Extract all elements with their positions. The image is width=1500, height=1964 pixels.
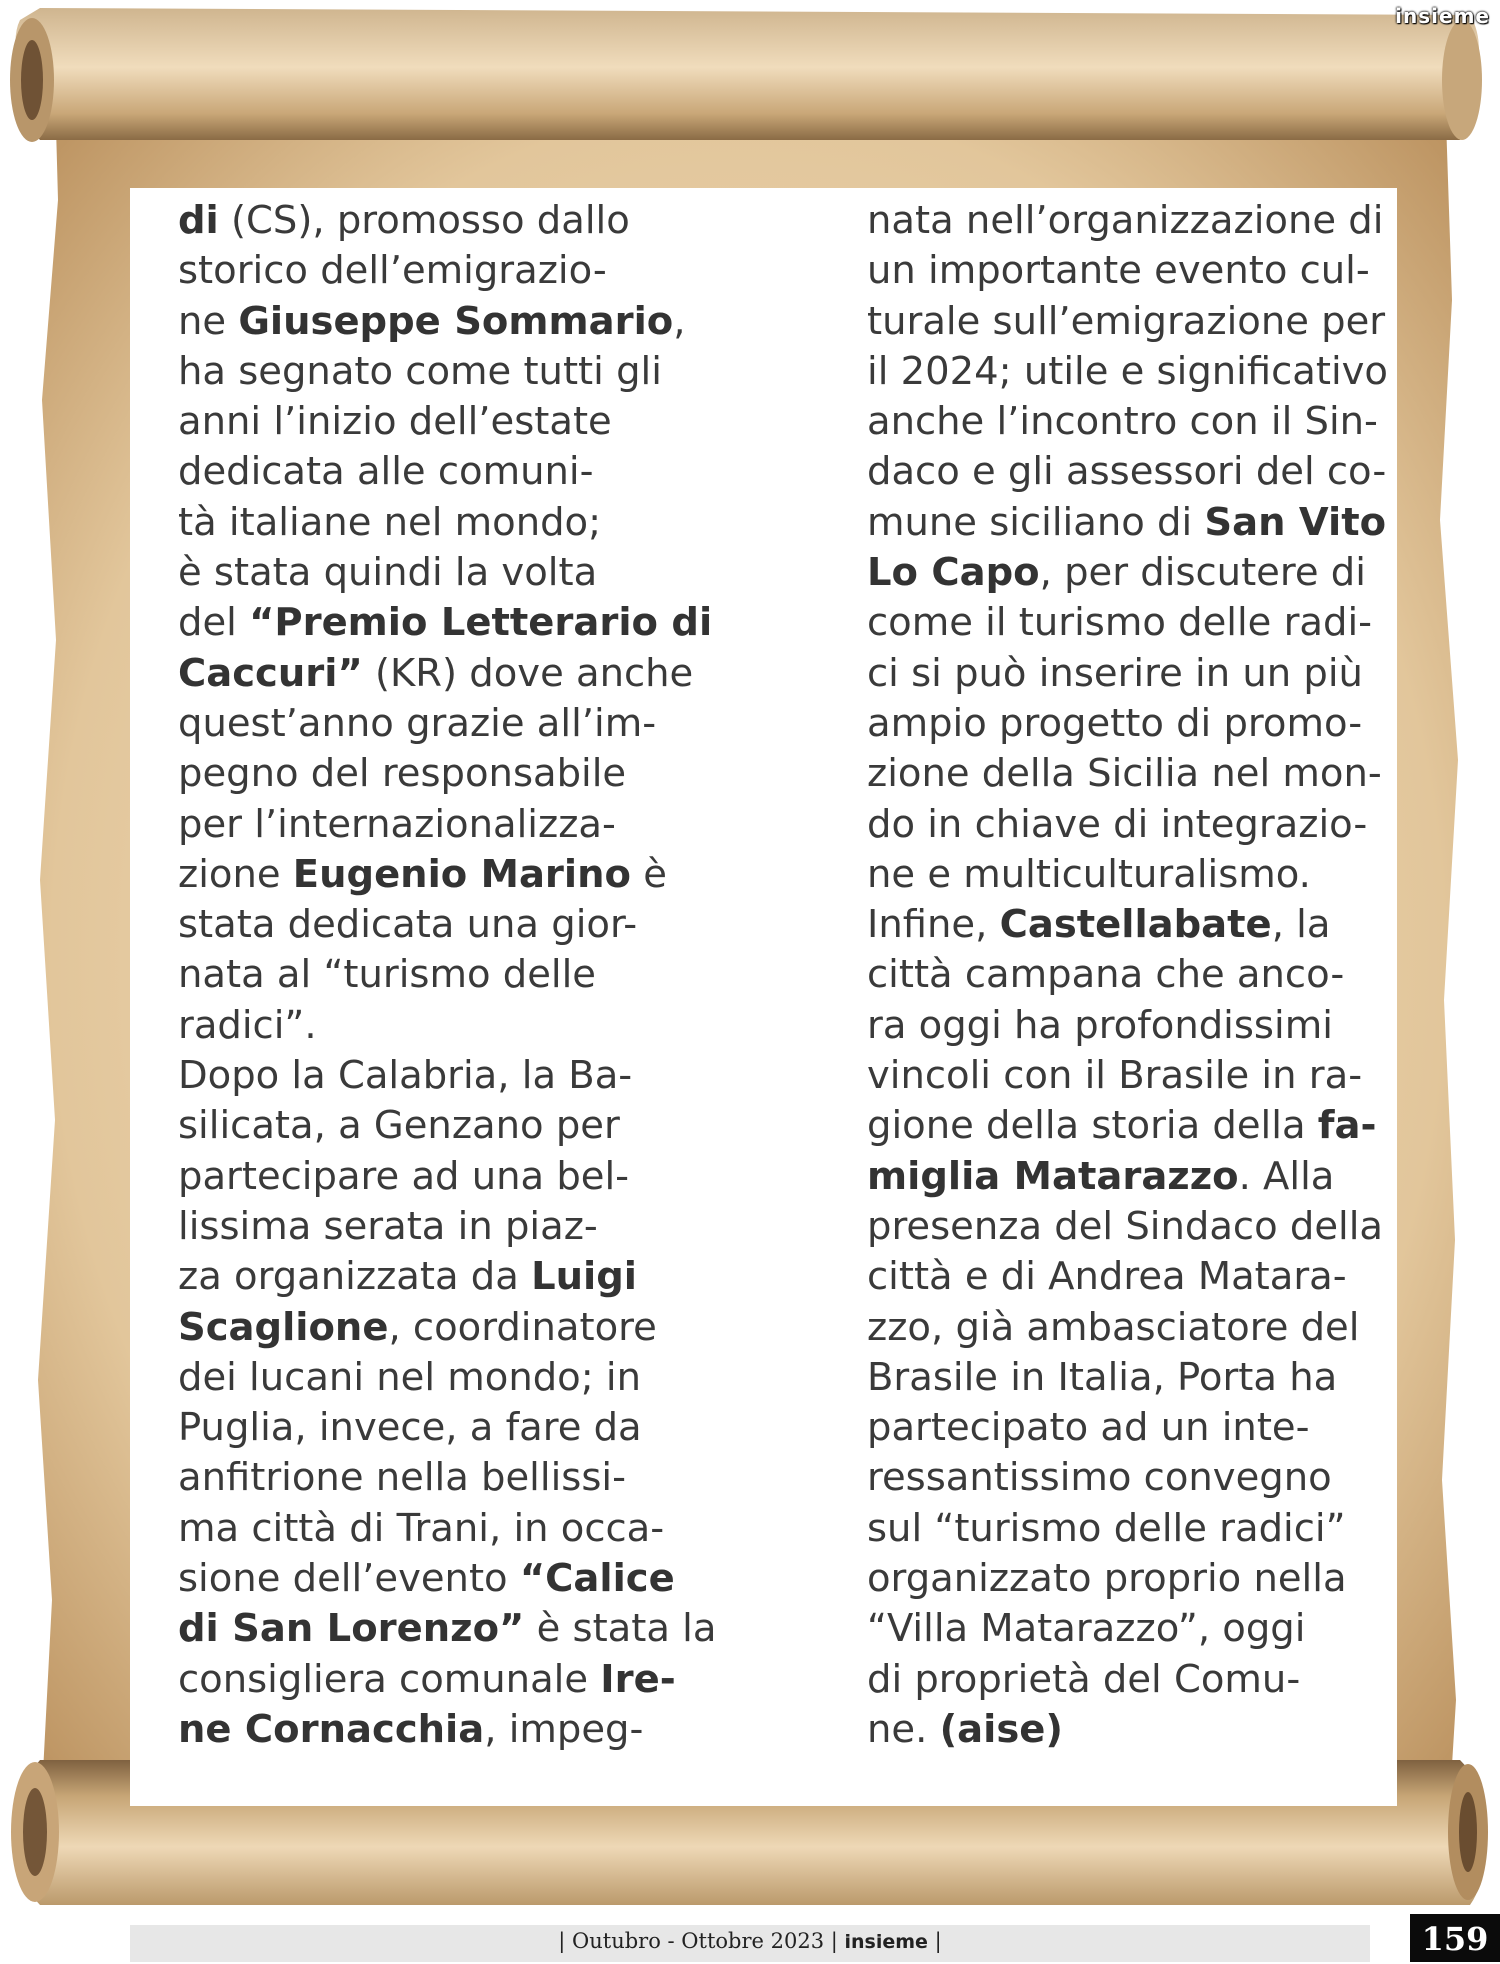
footer-text-prefix: | Outubro - Ottobre 2023 |: [558, 1929, 845, 1953]
text-line: [178, 1504, 665, 1554]
text: organizzato proprio nella: [867, 1556, 1347, 1602]
bold-text: “Premio Letterario di: [249, 600, 713, 646]
text: come il turismo delle radi-: [867, 600, 1373, 646]
text-line: [867, 1604, 1377, 1654]
text-line: [178, 1252, 648, 1302]
text: partecipare ad una bel-: [178, 1153, 630, 1199]
text-line: [178, 1403, 648, 1453]
bold-text: ne Cornacchia: [178, 1706, 485, 1752]
text-line: [867, 347, 1388, 397]
text: di proprietà del Comu-: [867, 1656, 1301, 1702]
text: nata nell’organizzazione di: [867, 198, 1384, 243]
text: città campana che anco-: [867, 952, 1345, 998]
text: il 2024; utile e significativo: [867, 348, 1388, 394]
text: Dopo la Calabria, la Ba-: [178, 1053, 633, 1099]
text: ha segnato come tutti gli: [178, 348, 662, 394]
text-line: [178, 1554, 675, 1604]
text: zione: [178, 851, 293, 897]
text: ma città di Trani, in occa-: [178, 1505, 665, 1551]
article-panel: [130, 188, 1397, 1806]
text-line: [867, 1202, 1383, 1252]
text-line: [867, 1101, 1377, 1151]
text: anni l’inizio dell’estate: [178, 399, 612, 445]
text-line: [867, 1453, 1377, 1503]
text: è stata la: [524, 1606, 717, 1652]
text: sul “turismo delle radici”: [867, 1505, 1346, 1551]
text-line: [178, 397, 648, 447]
text-line: [867, 246, 1377, 296]
bold-text: Castellabate: [999, 902, 1272, 948]
text-line: [178, 649, 694, 699]
bold-text: di: [178, 198, 219, 243]
text-line: [178, 800, 648, 850]
text: . Alla: [1238, 1153, 1335, 1199]
text: , la: [1271, 902, 1331, 948]
bold-text: Eugenio Marino: [292, 851, 631, 897]
text-line: [867, 548, 1377, 598]
text: città e di Andrea Matara-: [867, 1254, 1347, 1300]
text: silicata, a Genzano per: [178, 1103, 620, 1149]
text: (CS), promosso dallo: [218, 198, 630, 243]
text: zzo, già ambasciatore del: [867, 1304, 1360, 1350]
text: ampio progetto di promo-: [867, 700, 1363, 746]
text: Puglia, invece, a fare da: [178, 1405, 642, 1451]
text-line: [867, 649, 1377, 699]
header-brand: insieme: [1395, 4, 1490, 28]
article-column-left: [178, 196, 717, 1755]
text-line: [178, 347, 662, 397]
text-line: [867, 1152, 1377, 1202]
text: sione dell’evento: [178, 1556, 520, 1602]
footer-bar: [130, 1925, 1370, 1962]
text-line: [178, 246, 648, 296]
text-line: [178, 598, 713, 648]
text: dedicata alle comuni-: [178, 449, 594, 495]
bold-text: Luigi: [531, 1254, 637, 1300]
text-line: [867, 1252, 1377, 1302]
text-line: [178, 297, 686, 347]
text-line: [178, 1202, 648, 1252]
text-line: [867, 900, 1377, 950]
text-line: [178, 850, 667, 900]
text: tà italiane nel mondo;: [178, 499, 602, 545]
text: ci si può inserire in un più: [867, 650, 1363, 696]
text-line: [867, 447, 1387, 497]
bold-text: San Vito: [1204, 499, 1387, 545]
text: (KR) dove anche: [362, 650, 694, 696]
text-line: [867, 1705, 1377, 1755]
text: , impeg-: [484, 1706, 644, 1752]
bold-text: Lo Capo: [867, 550, 1040, 596]
bold-text: Caccuri”: [178, 650, 363, 696]
bold-text: miglia Matarazzo: [867, 1153, 1239, 1199]
text: ne e multiculturalismo.: [867, 851, 1311, 897]
footer-text: [130, 1929, 1370, 1953]
bold-text: “Calice: [519, 1556, 675, 1602]
text-line: [867, 498, 1387, 548]
text: quest’anno grazie all’im-: [178, 700, 657, 746]
text-line: [178, 447, 648, 497]
text-line: [178, 1152, 648, 1202]
text-line: [178, 1655, 676, 1705]
text-line: [178, 1353, 648, 1403]
text-line: [867, 1001, 1377, 1051]
text: ,: [673, 298, 686, 344]
text-line: [178, 1303, 657, 1353]
text: presenza del Sindaco della: [867, 1203, 1383, 1249]
text: è: [630, 851, 667, 897]
text-line: [178, 1705, 648, 1755]
bold-text: Giuseppe Sommario: [238, 298, 674, 344]
text-line: [867, 1303, 1377, 1353]
text: turale sull’emigrazione per: [867, 298, 1386, 344]
text: za organizzata da: [178, 1254, 532, 1300]
text: ne: [178, 298, 239, 344]
text: anche l’incontro con il Sin-: [867, 399, 1378, 445]
text-line: [867, 196, 1384, 246]
text-line: [178, 1604, 717, 1654]
text: per l’internazionalizza-: [178, 801, 616, 847]
text-line: [867, 1051, 1377, 1101]
footer-brand: insieme: [844, 1931, 928, 1953]
text-line: [867, 297, 1386, 347]
text-line: [867, 1353, 1377, 1403]
text: pegno del responsabile: [178, 751, 627, 797]
text-line: [178, 498, 648, 548]
text: dei lucani nel mondo; in: [178, 1354, 642, 1400]
text-line: [867, 749, 1382, 799]
text-line: [178, 1001, 648, 1051]
text-line: [867, 598, 1377, 648]
text: , per discutere di: [1039, 550, 1366, 596]
text: consigliera comunale: [178, 1656, 601, 1702]
text: stata dedicata una gior-: [178, 902, 638, 948]
text-line: [867, 699, 1377, 749]
text: ne.: [867, 1706, 940, 1752]
text-line: [178, 1453, 648, 1503]
text: è stata quindi la volta: [178, 550, 598, 596]
text: mune siciliano di: [867, 499, 1205, 545]
text: nata al “turismo delle: [178, 952, 596, 998]
text-line: [867, 800, 1377, 850]
text: Infine,: [867, 902, 1000, 948]
text: do in chiave di integrazio-: [867, 801, 1368, 847]
text-line: [178, 699, 657, 749]
text: “Villa Matarazzo”, oggi: [867, 1606, 1306, 1652]
text-line: [178, 1101, 648, 1151]
text: un importante evento cul-: [867, 248, 1370, 294]
text: ra oggi ha profondissimi: [867, 1002, 1333, 1048]
text: lissima serata in piaz-: [178, 1203, 598, 1249]
text: ressantissimo convegno: [867, 1455, 1332, 1501]
article-column-right: [867, 196, 1388, 1755]
text-line: [178, 548, 648, 598]
text-line: [867, 850, 1377, 900]
bold-text: Scaglione: [178, 1304, 389, 1350]
page-number: 159: [1410, 1914, 1500, 1962]
text: Brasile in Italia, Porta ha: [867, 1354, 1338, 1400]
text-line: [867, 1554, 1377, 1604]
text-line: [867, 1504, 1377, 1554]
text-line: [867, 950, 1377, 1000]
text-line: [867, 1655, 1377, 1705]
text-line: [178, 749, 648, 799]
text: daco e gli assessori del co-: [867, 449, 1387, 495]
footer-text-suffix: |: [927, 1929, 942, 1953]
text: vincoli con il Brasile in ra-: [867, 1053, 1363, 1099]
text: zione della Sicilia nel mon-: [867, 751, 1382, 797]
text-line: [178, 900, 648, 950]
text-line: [867, 1403, 1377, 1453]
text-line: [178, 950, 648, 1000]
bold-text: Ire-: [600, 1656, 676, 1702]
bold-text: di San Lorenzo”: [178, 1606, 525, 1652]
text: gione della storia della: [867, 1103, 1318, 1149]
text: , coordinatore: [388, 1304, 657, 1350]
text: anfitrione nella bellissi-: [178, 1455, 626, 1501]
bold-text: (aise): [939, 1706, 1063, 1752]
text-line: [178, 1051, 648, 1101]
text: partecipato ad un inte-: [867, 1405, 1310, 1451]
text-line: [178, 196, 648, 246]
text-line: [867, 397, 1377, 447]
bold-text: fa-: [1317, 1103, 1377, 1149]
text: radici”.: [178, 1002, 317, 1048]
text: del: [178, 600, 250, 646]
text: storico dell’emigrazio-: [178, 248, 607, 294]
